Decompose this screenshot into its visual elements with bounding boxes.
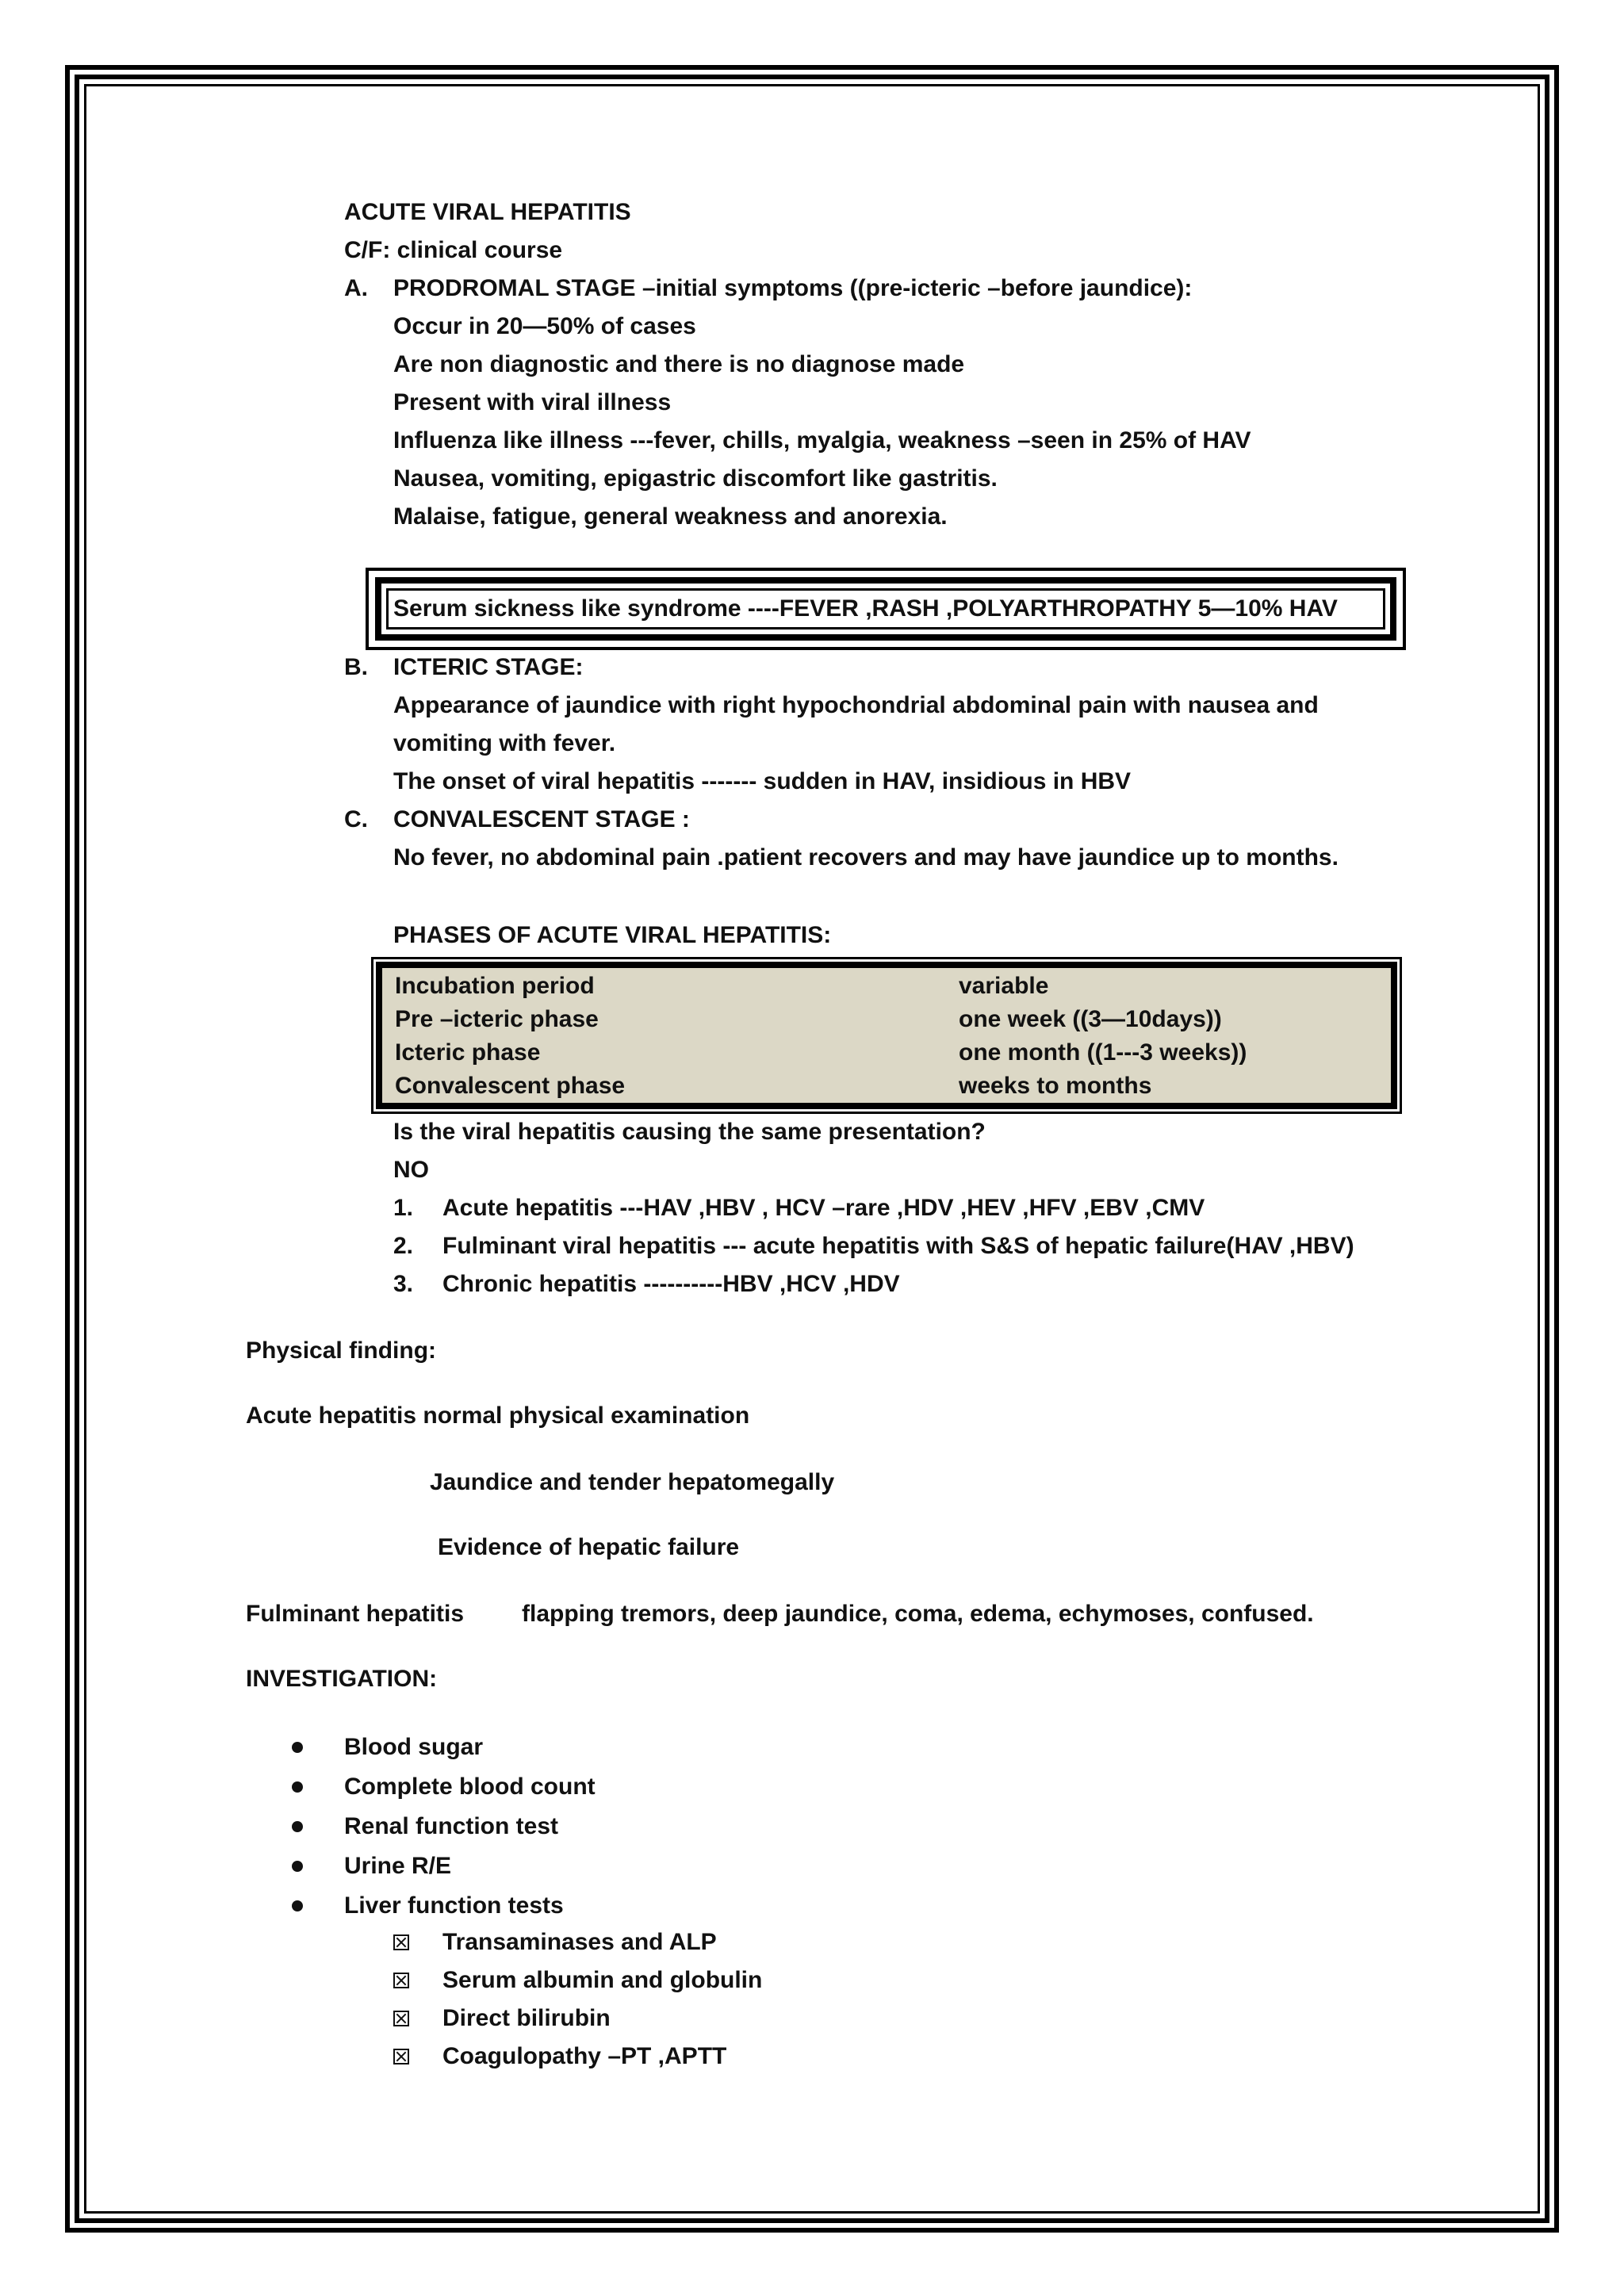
phase-name: Incubation period — [395, 973, 595, 999]
bullet-icon — [292, 1861, 303, 1872]
fulminant-label: Fulminant hepatitis — [246, 1601, 465, 1627]
phase-duration: weeks to months — [959, 1073, 1152, 1099]
checked-box-icon — [393, 1973, 409, 1988]
bullet-icon — [292, 1900, 303, 1911]
phase-name: Pre –icteric phase — [395, 1006, 599, 1032]
stage-a-marker: A. — [344, 275, 368, 301]
phases-heading: PHASES OF ACUTE VIRAL HEPATITIS: — [393, 922, 832, 948]
list-item: Complete blood count — [344, 1774, 596, 1800]
answer-line: NO — [393, 1157, 429, 1183]
phase-duration: variable — [959, 973, 1049, 999]
stage-c-heading: CONVALESCENT STAGE : — [393, 806, 690, 832]
lft-item: Coagulopathy –PT ,APTT — [442, 2043, 727, 2069]
stage-a-line: Nausea, vomiting, epigastric discomfort like gastritis. — [393, 465, 998, 492]
table-row — [382, 1036, 1391, 1070]
physical-finding: Jaundice and tender hepatomegally — [430, 1469, 835, 1495]
stage-a-line: Influenza like illness ---fever, chills, myalgia, weakness –seen in 25% of HAV — [393, 427, 1251, 453]
question-line: Is the viral hepatitis causing the same presentation? — [393, 1119, 986, 1145]
stage-a-line: Occur in 20—50% of cases — [393, 313, 696, 339]
stage-b-line: vomiting with fever. — [393, 730, 616, 756]
stage-b-heading: ICTERIC STAGE: — [393, 654, 584, 680]
list-item: Renal function test — [344, 1813, 559, 1839]
page-subtitle: C/F: clinical course — [344, 237, 563, 263]
type-text: Acute hepatitis ---HAV ,HBV , HCV –rare ,HDV ,HEV ,HFV ,EBV ,CMV — [442, 1195, 1205, 1221]
table-row — [382, 1070, 1391, 1103]
phase-name: Convalescent phase — [395, 1073, 626, 1099]
type-number: 3. — [393, 1271, 414, 1297]
list-item: Blood sugar — [344, 1734, 484, 1760]
physical-heading: Physical finding: — [246, 1337, 437, 1364]
phase-duration: one month ((1---3 weeks)) — [959, 1039, 1247, 1066]
checked-box-icon — [393, 2011, 409, 2026]
stage-c-marker: C. — [344, 806, 368, 832]
stage-b-line: Appearance of jaundice with right hypochondrial abdominal pain with nausea and — [393, 692, 1319, 718]
checked-box-icon — [393, 1934, 409, 1950]
stage-c-line: No fever, no abdominal pain .patient recovers and may have jaundice up to months. — [393, 844, 1339, 871]
stage-b-line: The onset of viral hepatitis ------- sudden in HAV, insidious in HBV — [393, 768, 1132, 794]
phase-name: Icteric phase — [395, 1039, 541, 1066]
serum-sickness-note: Serum sickness like syndrome ----FEVER ,RASH ,POLYARTHROPATHY 5—10% HAV — [393, 595, 1338, 622]
physical-finding: Evidence of hepatic failure — [438, 1534, 740, 1560]
list-item: Urine R/E — [344, 1853, 452, 1879]
type-number: 2. — [393, 1233, 414, 1259]
bullet-icon — [292, 1742, 303, 1753]
fulminant-signs: flapping tremors, deep jaundice, coma, edema, echymoses, confused. — [522, 1601, 1314, 1627]
list-item: Liver function tests — [344, 1892, 564, 1919]
bullet-icon — [292, 1781, 303, 1793]
checked-box-icon — [393, 2049, 409, 2064]
type-number: 1. — [393, 1195, 414, 1221]
bullet-icon — [292, 1821, 303, 1832]
page-title: ACUTE VIRAL HEPATITIS — [344, 199, 631, 225]
phase-duration: one week ((3—10days)) — [959, 1006, 1222, 1032]
stage-b-marker: B. — [344, 654, 368, 680]
stage-a-heading: PRODROMAL STAGE –initial symptoms ((pre-icteric –before jaundice): — [393, 275, 1193, 301]
page-border-inner — [84, 84, 1540, 2214]
type-text: Fulminant viral hepatitis --- acute hepatitis with S&S of hepatic failure(HAV ,HBV) — [442, 1233, 1354, 1259]
lft-item: Direct bilirubin — [442, 2005, 611, 2031]
physical-acute: Acute hepatitis normal physical examination — [246, 1402, 750, 1429]
table-row — [382, 970, 1391, 1003]
stage-a-line: Are non diagnostic and there is no diagnose made — [393, 351, 965, 377]
type-text: Chronic hepatitis ----------HBV ,HCV ,HDV — [442, 1271, 900, 1297]
stage-a-line: Malaise, fatigue, general weakness and anorexia. — [393, 503, 948, 530]
lft-item: Serum albumin and globulin — [442, 1967, 763, 1993]
table-row — [382, 1003, 1391, 1036]
stage-a-line: Present with viral illness — [393, 389, 672, 415]
investigation-heading: INVESTIGATION: — [246, 1666, 438, 1692]
phases-table — [376, 962, 1397, 1109]
lft-item: Transaminases and ALP — [442, 1929, 717, 1955]
